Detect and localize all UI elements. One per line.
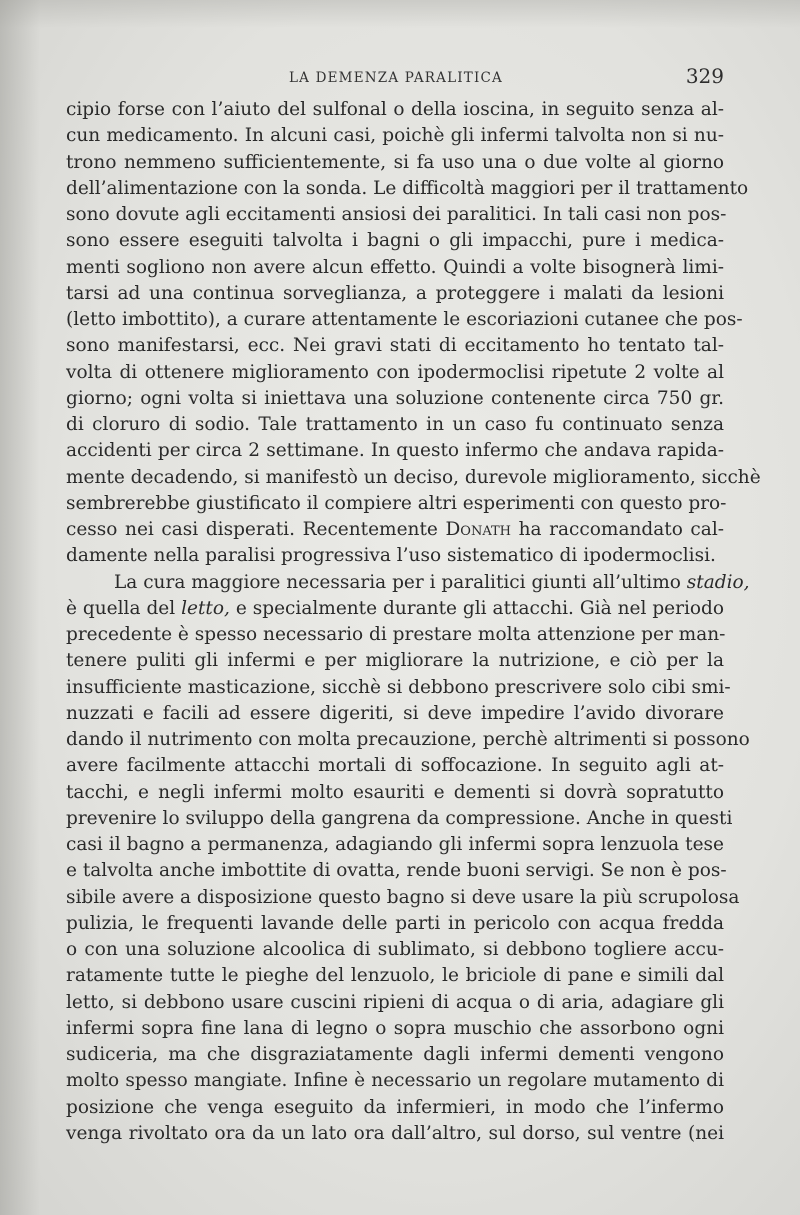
text-line: venga rivoltato ora da un lato ora dall’altro, sul dorso, sul ventre (nei (66, 1122, 724, 1144)
text-line: (letto imbottito), a curare attentamente le escoriazioni cutanee che pos- (66, 309, 743, 330)
author-name: Donath (445, 519, 512, 540)
text-line: sudiceria, ma che disgraziatamente dagli infermi dementi vengono (66, 1044, 724, 1065)
text-line: sibile avere a disposizione questo bagno si deve usare la più scrupolosa (66, 886, 740, 908)
text-line: nuzzati e facili ad essere digeriti, si deve impedire l’avido divorare (66, 702, 724, 724)
text-segment: è quella del (66, 597, 182, 619)
text-segment: cesso nei casi disperati. Recentemente (66, 519, 438, 540)
text-line: ratamente tutte le pieghe del lenzuolo, le briciole di pane e simili dal (66, 965, 724, 987)
text-line: sono essere eseguiti talvolta i bagni o gli impacchi, pure i medica- (66, 230, 724, 252)
text-line (66, 596, 724, 622)
text-line: molto spesso mangiate. Infine è necessario un regolare mutamento di (66, 1070, 724, 1092)
paragraph-2 (66, 570, 750, 1148)
text-line: pulizia, le frequenti lavande delle parti in pericolo con acqua fredda (66, 912, 724, 934)
text-line: dell’alimentazione con la sonda. Le difficoltà maggiori per il trattamento (66, 177, 749, 199)
binding-shadow (0, 0, 40, 1215)
text-line: tenere puliti gli infermi e per migliorare la nutrizione, e ciò per la (66, 650, 724, 672)
text-line: cun medicamento. In alcuni casi, poichè gli infermi talvolta non si nu- (66, 125, 724, 147)
text-line: damente nella paralisi progressiva l’uso sistematico di ipodermoclisi. (66, 545, 716, 567)
text-line: dando il nutrimento con molta precauzione, perchè altrimenti si possono (66, 729, 750, 750)
text-line: posizione che venga eseguito da infermieri, in modo che l’infermo (66, 1096, 724, 1118)
text-segment: La cura maggiore necessaria per i paralitici giunti all’ultimo (114, 571, 687, 593)
text-line (66, 570, 750, 596)
text-line: casi il bagno a permanenza, adagiando gli infermi sopra lenzuola tese (66, 834, 724, 855)
text-line: accidenti per circa 2 settimane. In questo infermo che andava rapida- (66, 440, 724, 462)
text-line: avere facilmente attacchi mortali di soffocazione. In seguito agli at- (66, 755, 724, 777)
text-line: precedente è spesso necessario di prestare molta attenzione per man- (66, 624, 726, 645)
text-line: letto, si debbono usare cuscini ripieni di acqua o di aria, adagiare gli (66, 991, 724, 1013)
paragraph-1 (66, 97, 761, 570)
text-line: cipio forse con l’aiuto del sulfonal o della ioscina, in seguito senza al- (66, 99, 724, 120)
text-line: infermi sopra fine lana di legno o sopra muschio che assorbono ogni (66, 1017, 724, 1039)
text-line: mente decadendo, si manifestò un deciso, durevole miglioramento, sicchè (66, 466, 761, 488)
text-line: tarsi ad una continua sorveglianza, a proteggere i malati da lesioni (66, 282, 724, 304)
text-line: tacchi, e negli infermi molto esauriti e dementi si dovrà sopratutto (66, 781, 724, 803)
emphasis-text: stadio, (686, 571, 750, 593)
text-line: di cloruro di sodio. Tale trattamento in un caso fu continuato senza (66, 414, 724, 435)
body-text (66, 97, 761, 1147)
text-line: trono nemmeno sufficientemente, si fa uso una o due volte al giorno (66, 151, 724, 173)
text-line (66, 517, 724, 543)
page-number: 329 (685, 64, 724, 88)
top-edge-shadow (0, 0, 800, 28)
text-line: menti sogliono non avere alcun effetto. Quindi a volte bisognerà limi- (66, 256, 724, 278)
text-line: sono dovute agli eccitamenti ansiosi dei paralitici. In tali casi non pos- (66, 204, 727, 225)
text-line: e talvolta anche imbottite di ovatta, rende buoni servigi. Se non è pos- (66, 860, 727, 882)
text-segment: ha raccomandato cal- (511, 519, 724, 540)
emphasis-text: letto, (181, 597, 230, 619)
text-line: o con una soluzione alcoolica di sublimato, si debbono togliere accu- (66, 939, 724, 960)
text-segment: e specialmente durante gli attacchi. Già nel periodo (229, 597, 724, 619)
text-line: giorno; ogni volta si iniettava una soluzione contenente circa 750 gr. (66, 387, 724, 409)
text-line: sembrerebbe giustificato il compiere altri esperimenti con questo pro- (66, 492, 727, 514)
running-head: LA DEMENZA PARALITICA (288, 70, 503, 86)
text-line: volta di ottenere miglioramento con ipodermoclisi ripetute 2 volte al (66, 361, 724, 383)
text-line: insufficiente masticazione, sicchè si debbono prescrivere solo cibi smi- (66, 676, 731, 698)
text-line: prevenire lo sviluppo della gangrena da compressione. Anche in questi (66, 807, 733, 829)
page-header (66, 64, 726, 94)
text-line: sono manifestarsi, ecc. Nei gravi stati di eccitamento ho tentato tal- (66, 335, 724, 357)
